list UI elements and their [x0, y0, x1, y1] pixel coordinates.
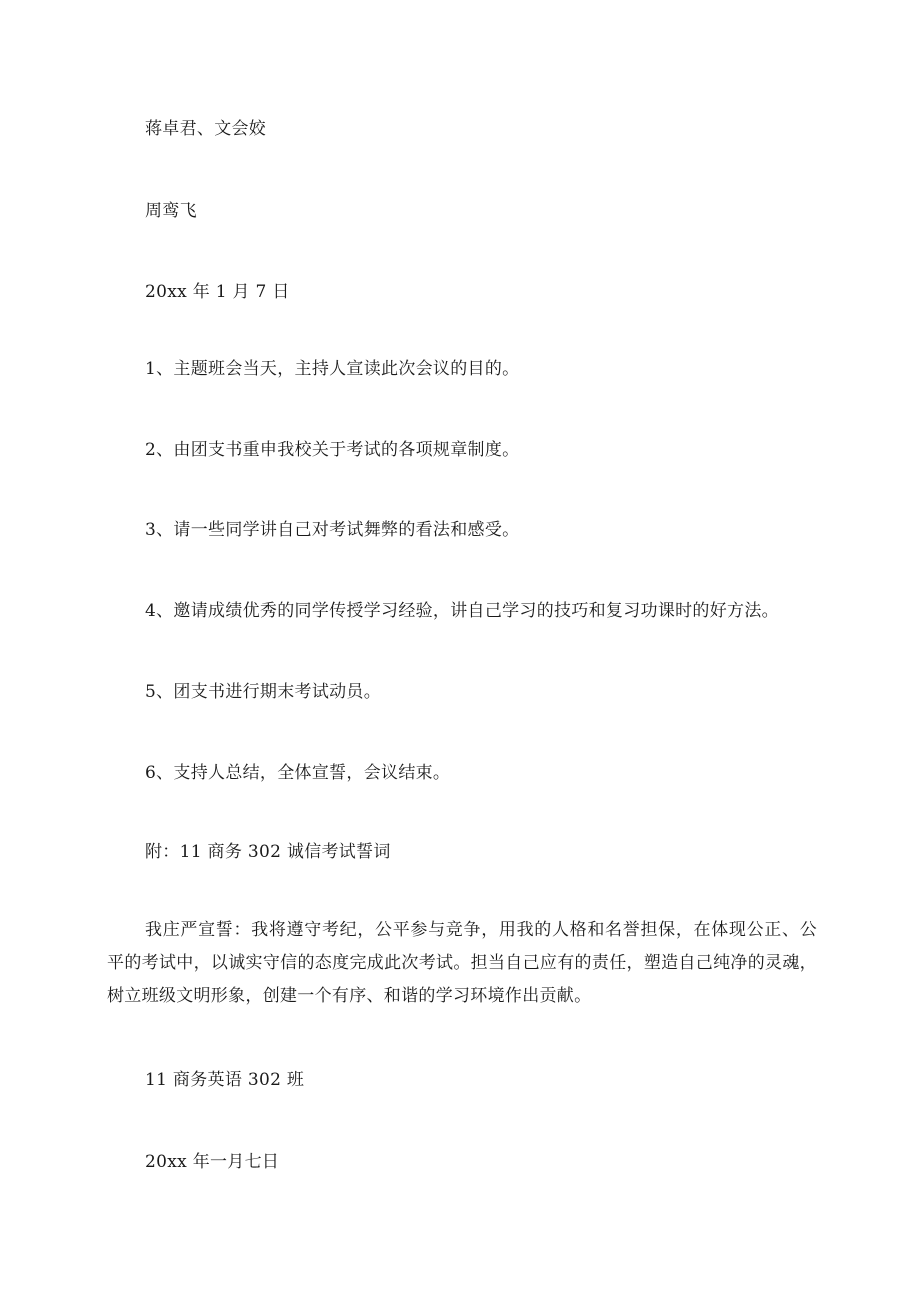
- step-item: 1、主题班会当天，主持人宣读此次会议的目的。: [145, 359, 520, 379]
- signature-class: 11 商务英语 302 班: [145, 1070, 305, 1090]
- step-item: 2、由团支书重申我校关于考试的各项规章制度。: [145, 440, 520, 460]
- oath-paragraph: 我庄严宣誓：我将遵守考纪，公平参与竞争，用我的人格和名誉担保，在体现公正、公平的考试中，以诚实守信的态度完成此次考试。担当自己应有的责任，塑造自己纯净的灵魂，树立班级文明形象，创建一个有序、和谐的学习环境作出贡献。: [107, 920, 817, 1006]
- date-line: 20xx 年 1 月 7 日: [145, 282, 290, 302]
- hosts-line: 蒋卓君、文会姣: [145, 119, 267, 139]
- step-item: 6、支持人总结，全体宣誓，会议结束。: [145, 763, 451, 783]
- step-item: 3、请一些同学讲自己对考试舞弊的看法和感受。: [145, 520, 520, 540]
- step-item: 4、邀请成绩优秀的同学传授学习经验，讲自己学习的技巧和复习功课时的好方法。: [145, 601, 779, 621]
- step-item: 5、团支书进行期末考试动员。: [145, 682, 382, 702]
- recorder-line: 周鸾飞: [145, 201, 197, 221]
- signature-date: 20xx 年一月七日: [145, 1152, 280, 1172]
- appendix-title: 附：11 商务 302 诚信考试誓词: [145, 842, 391, 862]
